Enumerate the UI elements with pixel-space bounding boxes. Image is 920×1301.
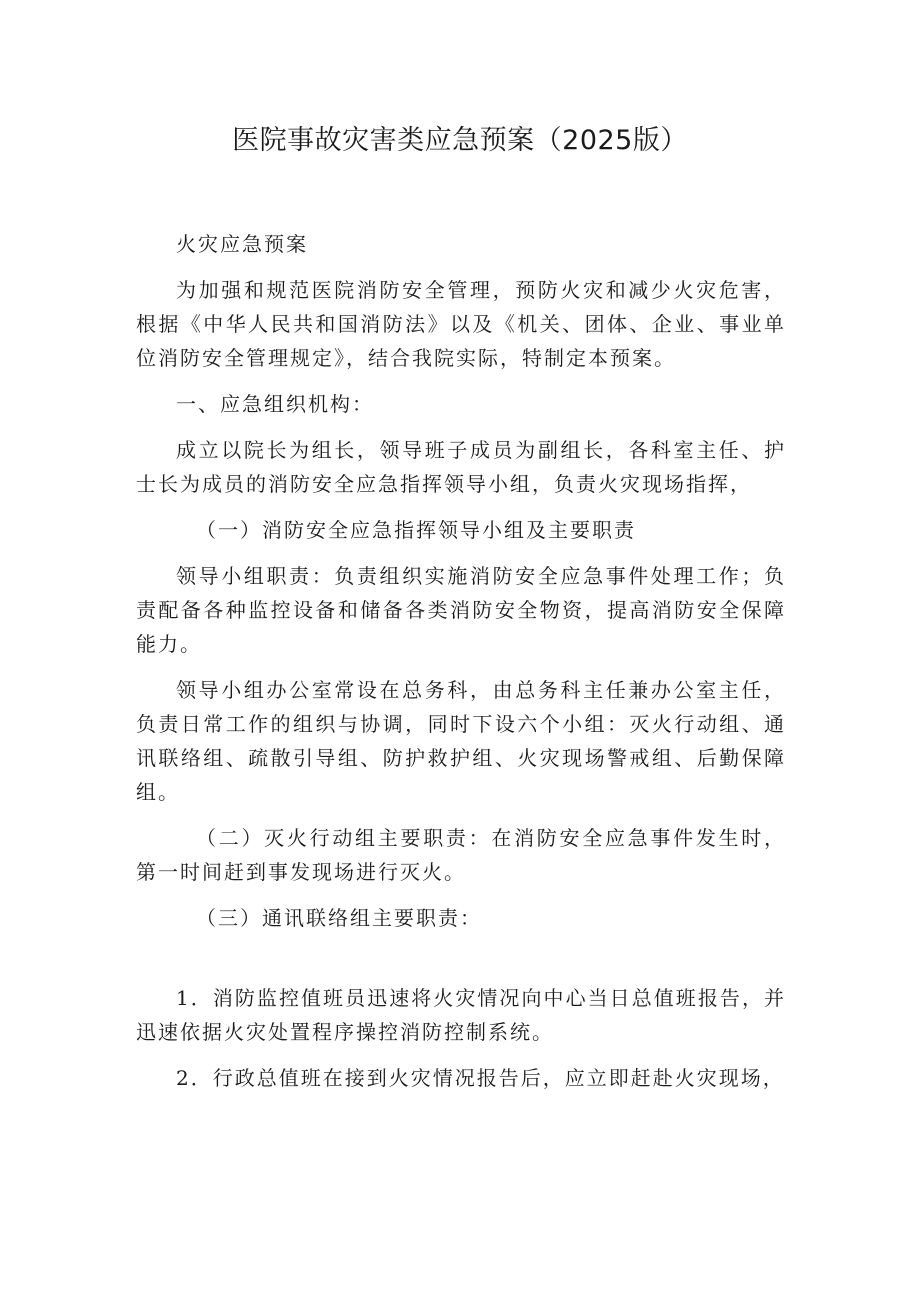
subsection-1-office: 领导小组办公室常设在总务科，由总务科主任兼办公室主任，负责日常工作的组织与协调，同时下设六个小组：灭火行动组、通讯联络组、疏散引导组、防护救护组、火灾现场警戒组、后勤保障组。 [136, 678, 786, 804]
fire-plan-heading: 火灾应急预案 [176, 232, 308, 256]
subsection-1-duties: 领导小组职责：负责组织实施消防安全应急事件处理工作；负责配备各种监控设备和储备各类消防安全物资，提高消防安全保障能力。 [136, 564, 786, 656]
intro-paragraph: 为加强和规范医院消防安全管理，预防火灾和减少火灾危害，根据《中华人民共和国消防法》以及《机关、团体、企业、事业单位消防安全管理规定》，结合我院实际，特制定本预案。 [136, 278, 786, 370]
list-item-2: 2．行政总值班在接到火灾情况报告后，应立即赶赴火灾现场， [176, 1066, 785, 1090]
subsection-3-heading: （三）通讯联络组主要职责： [196, 906, 482, 930]
list-item-1: 1．消防监控值班员迅速将火灾情况向中心当日总值班报告，并迅速依据火灾处置程序操控消防控制系统。 [136, 986, 786, 1044]
document-title: 医院事故灾害类应急预案（2025版） [232, 125, 688, 156]
subsection-1-heading: （一）消防安全应急指挥领导小组及主要职责 [196, 518, 636, 542]
section-1-heading: 一、应急组织机构： [176, 392, 374, 416]
document-body [136, 227, 786, 1107]
subsection-2: （二）灭火行动组主要职责：在消防安全应急事件发生时，第一时间赶到事发现场进行灭火。 [136, 826, 786, 884]
section-1-body: 成立以院长为组长，领导班子成员为副组长，各科室主任、护士长为成员的消防安全应急指挥领导小组，负责火灾现场指挥， [136, 438, 786, 496]
